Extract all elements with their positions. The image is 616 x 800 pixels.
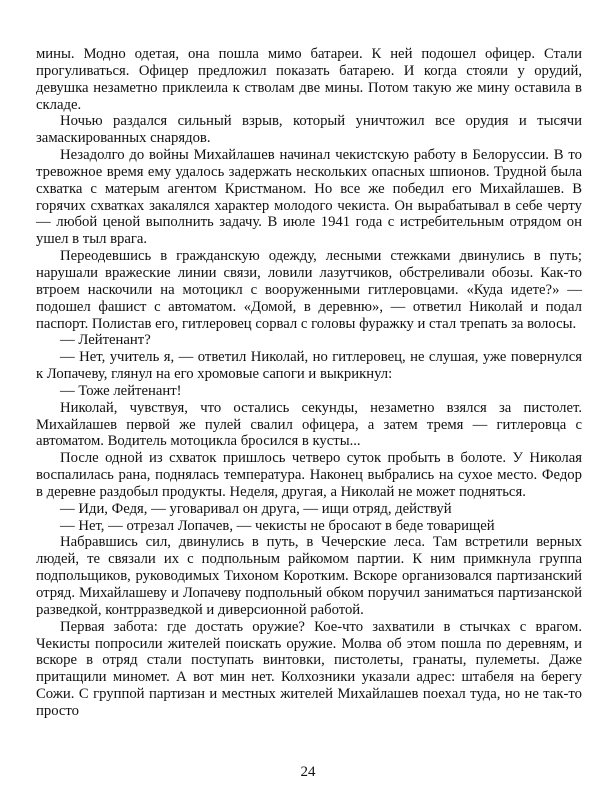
paragraph-2: Ночью раздался сильный взрыв, который уничтожил все орудия и тысячи замаскированных снарядов.	[36, 113, 582, 147]
paragraph-6: После одной из схваток пришлось четверо суток пробыть в болоте. У Николая воспалилась рана, поднялась температура. Наконец выбрались на сухое место. Федор в деревне раздобыл продукты. Неделя, другая, а Николай не может подняться.	[36, 450, 582, 500]
dialogue-line-4: — Иди, Федя, — уговаривал он друга, — ищи отряд, действуй	[60, 500, 452, 517]
paragraph-1: мины. Модно одетая, она пошла мимо батареи. К ней подошел офицер. Стали прогуливаться. Офицер предложил показать батарею. И когда стояли у орудий, девушка незаметно приклеила к стволам две мины. Потом такую же мину оставила в складе.	[36, 46, 582, 113]
paragraph-7: Набравшись сил, двинулись в путь, в Чечерские леса. Там встретили верных людей, те связали их с подпольным райкомом партии. К ним примкнула группа подпольщиков, руководимых Тихоном Коротким. Вскоре организовался партизанский отряд. Михайлашеву и Лопачеву подпольный обком поручил заниматься партизанской разведкой, контрразведкой и диверсионной работой.	[36, 534, 582, 618]
page-number: 24	[300, 764, 316, 780]
paragraph-5: Николай, чувствуя, что остались секунды, незаметно взялся за пистолет. Михайлашев первой же пулей свалил офицера, а затем тремя — гитлеровца с автоматом. Водитель мотоцикла бросился в кусты...	[36, 399, 582, 450]
paragraph-3: Незадолго до войны Михайлашев начинал чекистскую работу в Белоруссии. В то тревожное время ему удалось задержать нескольких опасных шпионов. Трудной была схватка с матерым агентом Кристманом. Но все же победил его Михайлашев. В горячих схватках закалялся характер молодого чекиста. Он вырабатывал в себе черту — любой ценой выполнить задачу. В июле 1941 года с истребительным отрядом он ушел в тыл врага.	[36, 147, 582, 248]
paragraph-4: Переодевшись в гражданскую одежду, лесными стежками двинулись в путь; нарушали вражеские линии связи, ловили лазутчиков, обстреливали обозы. Как-то втроем наскочили на мотоцикл с вооруженными гитлеровцами. «Куда идете?» — подошел фашист с автоматом. «Домой, в деревню», — ответил Николай и подал паспорт. Полистав его, гитлеровец сорвал с головы фуражку и стал трепать за волосы.	[36, 248, 582, 332]
dialogue-line-3: — Тоже лейтенант!	[60, 382, 182, 399]
dialogue-line-5: — Нет, — отрезал Лопачев, — чекисты не бросают в беде товарищей	[60, 517, 495, 534]
page-body	[36, 46, 582, 720]
dialogue-line-1: — Лейтенант?	[60, 332, 151, 349]
paragraph-8: Первая забота: где достать оружие? Кое-что захватили в стычках с врагом. Чекисты попросили жителей поискать оружие. Молва об этом пошла по деревням, и вскоре в отряд стали поступать винтовки, пистолеты, гранаты, пулеметы. Даже притащили миномет. А вот мин нет. Колхозники указали адрес: штабеля на берегу Сожи. С группой партизан и местных жителей Михайлашев поехал туда, но не так-то просто	[36, 618, 582, 719]
dialogue-line-2: — Нет, учитель я, — ответил Николай, но гитлеровец, не слушая, уже повернулся к Лопачеву, глянул на его хромовые сапоги и выкрикнул:	[36, 349, 582, 383]
